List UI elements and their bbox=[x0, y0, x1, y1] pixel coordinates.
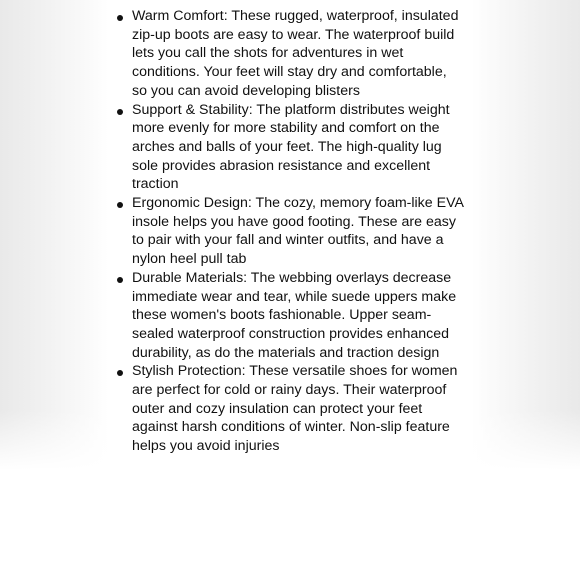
feature-item-durable-materials bbox=[108, 269, 472, 363]
left-edge-shadow bbox=[0, 0, 108, 470]
feature-item-ergonomic-design bbox=[108, 194, 472, 269]
feature-text: Durable Materials: The webbing overlays decrease immediate wear and tear, while suede uppers make these women's boots fashionable. Upper seam-sealed waterproof construction provides enhanced durability, as do the materials and traction design bbox=[132, 269, 457, 361]
bullet-dot-icon bbox=[117, 15, 123, 21]
feature-text: Support & Stability: The platform distributes weight more evenly for more stability and comfort on the arches and balls of your feet. The high-quality lug sole provides abrasion resistance and excellent traction bbox=[132, 101, 450, 193]
bullet-dot-icon bbox=[117, 202, 123, 208]
feature-bullet-list bbox=[108, 7, 472, 456]
feature-text: Ergonomic Design: The cozy, memory foam-like EVA insole helps you have good footing. These are easy to pair with your fall and winter outfits, and have a nylon heel pull tab bbox=[132, 195, 464, 268]
feature-item-stylish-protection bbox=[108, 362, 472, 456]
bullet-dot-icon bbox=[117, 277, 123, 283]
feature-item-support-stability bbox=[108, 101, 472, 195]
product-description-panel bbox=[108, 0, 472, 470]
bullet-dot-icon bbox=[117, 109, 123, 115]
feature-text: Warm Comfort: These rugged, waterproof, insulated zip-up boots are easy to wear. The waterproof build lets you call the shots for adventures in wet conditions. Your feet will stay dry and comfortable, so you can avoid developing blisters bbox=[132, 8, 459, 99]
feature-text: Stylish Protection: These versatile shoes for women are perfect for cold or rainy days. Their waterproof outer and cozy insulation can protect your feet against harsh conditions of winter. Non-slip feature helps you avoid injuries bbox=[132, 363, 458, 455]
right-edge-shadow bbox=[472, 0, 580, 470]
feature-item-warm-comfort bbox=[108, 7, 472, 101]
bullet-dot-icon bbox=[117, 370, 123, 376]
